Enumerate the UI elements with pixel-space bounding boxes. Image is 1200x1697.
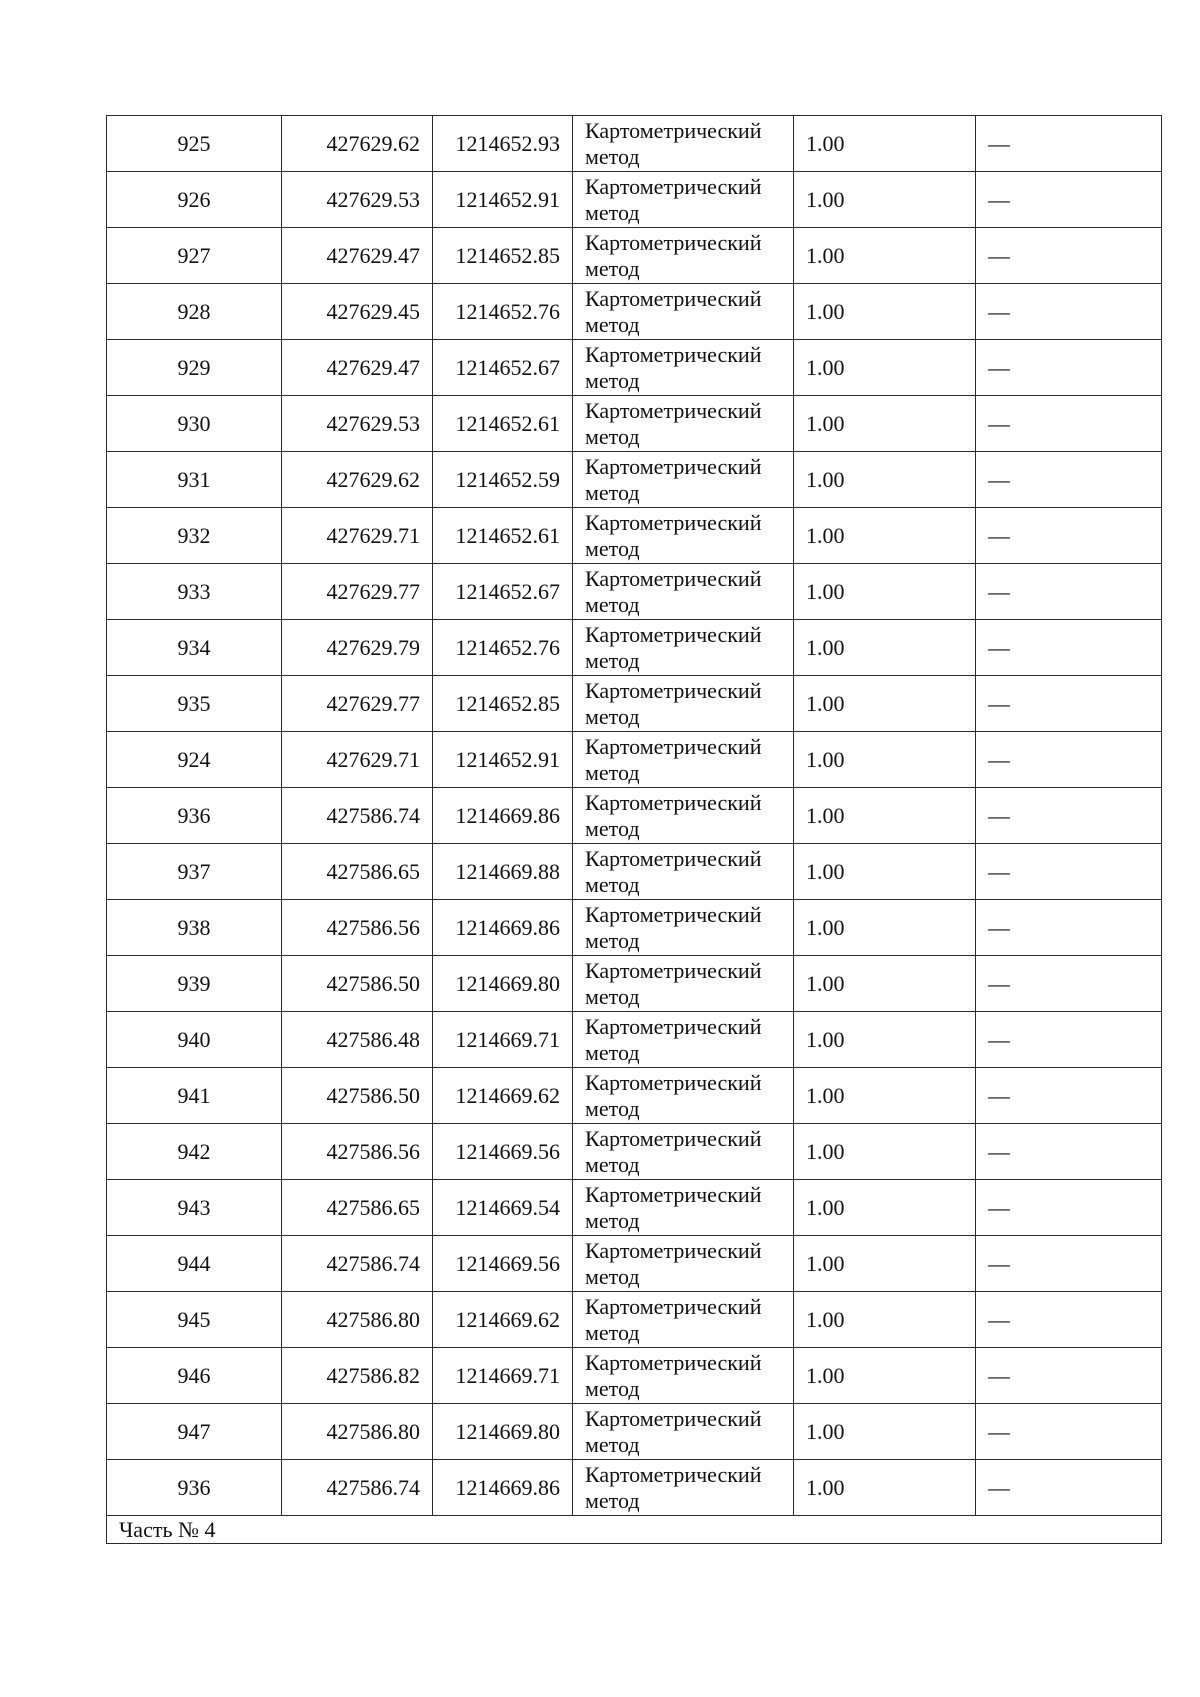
- description-cell: —: [976, 900, 1162, 956]
- table-row: [107, 1124, 1162, 1180]
- accuracy-cell: 1.00: [794, 284, 976, 340]
- table-row: [107, 172, 1162, 228]
- x-coordinate-cell: 427629.79: [282, 620, 433, 676]
- y-coordinate-cell: 1214652.67: [433, 340, 573, 396]
- method-line-1: Картометрический: [585, 1181, 762, 1207]
- description-cell: —: [976, 1292, 1162, 1348]
- method-line-2: метод: [585, 479, 640, 505]
- table-row: [107, 564, 1162, 620]
- y-coordinate-cell: 1214669.54: [433, 1180, 573, 1236]
- method-line-1: Картометрический: [585, 1069, 762, 1095]
- method-cell: [573, 620, 794, 676]
- coordinates-table: [106, 115, 1162, 1544]
- x-coordinate-cell: 427629.47: [282, 340, 433, 396]
- method-cell: [573, 1012, 794, 1068]
- method-line-1: Картометрический: [585, 453, 762, 479]
- point-number-cell: 940: [107, 1012, 282, 1068]
- point-number-cell: 945: [107, 1292, 282, 1348]
- point-number-cell: 926: [107, 172, 282, 228]
- x-coordinate-cell: 427586.74: [282, 788, 433, 844]
- y-coordinate-cell: 1214652.76: [433, 620, 573, 676]
- method-line-1: Картометрический: [585, 845, 762, 871]
- description-cell: —: [976, 1068, 1162, 1124]
- method-cell: [573, 788, 794, 844]
- x-coordinate-cell: 427586.56: [282, 900, 433, 956]
- method-line-2: метод: [585, 1431, 640, 1457]
- accuracy-cell: 1.00: [794, 1404, 976, 1460]
- y-coordinate-cell: 1214669.62: [433, 1068, 573, 1124]
- point-number-cell: 947: [107, 1404, 282, 1460]
- y-coordinate-cell: 1214652.93: [433, 116, 573, 172]
- method-line-2: метод: [585, 199, 640, 225]
- x-coordinate-cell: 427586.74: [282, 1460, 433, 1516]
- method-cell: [573, 844, 794, 900]
- x-coordinate-cell: 427586.50: [282, 956, 433, 1012]
- x-coordinate-cell: 427586.50: [282, 1068, 433, 1124]
- description-cell: —: [976, 564, 1162, 620]
- method-line-1: Картометрический: [585, 229, 762, 255]
- accuracy-cell: 1.00: [794, 1124, 976, 1180]
- part-label: Часть № 4: [107, 1516, 1162, 1544]
- point-number-cell: 932: [107, 508, 282, 564]
- method-line-1: Картометрический: [585, 397, 762, 423]
- description-cell: —: [976, 1180, 1162, 1236]
- x-coordinate-cell: 427586.80: [282, 1404, 433, 1460]
- method-cell: [573, 676, 794, 732]
- y-coordinate-cell: 1214652.67: [433, 564, 573, 620]
- point-number-cell: 931: [107, 452, 282, 508]
- method-line-2: метод: [585, 423, 640, 449]
- method-line-2: метод: [585, 591, 640, 617]
- description-cell: —: [976, 732, 1162, 788]
- table-row: [107, 1068, 1162, 1124]
- table-row: [107, 116, 1162, 172]
- method-line-1: Картометрический: [585, 1013, 762, 1039]
- point-number-cell: 944: [107, 1236, 282, 1292]
- accuracy-cell: 1.00: [794, 844, 976, 900]
- description-cell: —: [976, 1404, 1162, 1460]
- method-line-1: Картометрический: [585, 1405, 762, 1431]
- method-cell: [573, 956, 794, 1012]
- x-coordinate-cell: 427629.62: [282, 116, 433, 172]
- method-line-2: метод: [585, 1375, 640, 1401]
- y-coordinate-cell: 1214669.62: [433, 1292, 573, 1348]
- method-line-1: Картометрический: [585, 1349, 762, 1375]
- table-row: [107, 340, 1162, 396]
- y-coordinate-cell: 1214669.86: [433, 900, 573, 956]
- method-line-1: Картометрический: [585, 677, 762, 703]
- method-line-1: Картометрический: [585, 173, 762, 199]
- x-coordinate-cell: 427629.71: [282, 732, 433, 788]
- method-cell: [573, 396, 794, 452]
- method-line-1: Картометрический: [585, 341, 762, 367]
- accuracy-cell: 1.00: [794, 788, 976, 844]
- method-line-1: Картометрический: [585, 565, 762, 591]
- method-cell: [573, 172, 794, 228]
- point-number-cell: 924: [107, 732, 282, 788]
- method-cell: [573, 1292, 794, 1348]
- accuracy-cell: 1.00: [794, 508, 976, 564]
- y-coordinate-cell: 1214669.71: [433, 1012, 573, 1068]
- table-row: [107, 900, 1162, 956]
- table-row: [107, 620, 1162, 676]
- y-coordinate-cell: 1214652.91: [433, 172, 573, 228]
- point-number-cell: 946: [107, 1348, 282, 1404]
- accuracy-cell: 1.00: [794, 620, 976, 676]
- method-cell: [573, 1236, 794, 1292]
- method-line-1: Картометрический: [585, 901, 762, 927]
- accuracy-cell: 1.00: [794, 900, 976, 956]
- description-cell: —: [976, 508, 1162, 564]
- method-line-2: метод: [585, 1207, 640, 1233]
- accuracy-cell: 1.00: [794, 340, 976, 396]
- table-row: [107, 844, 1162, 900]
- x-coordinate-cell: 427629.53: [282, 172, 433, 228]
- accuracy-cell: 1.00: [794, 172, 976, 228]
- method-line-2: метод: [585, 1487, 640, 1513]
- method-cell: [573, 1404, 794, 1460]
- method-cell: [573, 340, 794, 396]
- method-line-2: метод: [585, 1151, 640, 1177]
- method-line-2: метод: [585, 1095, 640, 1121]
- table-row: [107, 228, 1162, 284]
- point-number-cell: 933: [107, 564, 282, 620]
- method-line-1: Картометрический: [585, 509, 762, 535]
- y-coordinate-cell: 1214669.86: [433, 788, 573, 844]
- y-coordinate-cell: 1214652.85: [433, 228, 573, 284]
- method-line-2: метод: [585, 647, 640, 673]
- y-coordinate-cell: 1214669.56: [433, 1236, 573, 1292]
- method-line-2: метод: [585, 143, 640, 169]
- description-cell: —: [976, 452, 1162, 508]
- accuracy-cell: 1.00: [794, 956, 976, 1012]
- point-number-cell: 936: [107, 1460, 282, 1516]
- method-cell: [573, 900, 794, 956]
- y-coordinate-cell: 1214652.61: [433, 508, 573, 564]
- table-row: [107, 956, 1162, 1012]
- point-number-cell: 938: [107, 900, 282, 956]
- description-cell: —: [976, 1460, 1162, 1516]
- y-coordinate-cell: 1214669.56: [433, 1124, 573, 1180]
- method-line-1: Картометрический: [585, 621, 762, 647]
- y-coordinate-cell: 1214669.80: [433, 956, 573, 1012]
- x-coordinate-cell: 427629.45: [282, 284, 433, 340]
- method-cell: [573, 228, 794, 284]
- accuracy-cell: 1.00: [794, 1068, 976, 1124]
- table-footer-row: [107, 1516, 1162, 1544]
- description-cell: —: [976, 228, 1162, 284]
- document-page: [106, 115, 1161, 1544]
- table-row: [107, 788, 1162, 844]
- y-coordinate-cell: 1214652.61: [433, 396, 573, 452]
- table-row: [107, 1012, 1162, 1068]
- method-line-2: метод: [585, 871, 640, 897]
- description-cell: —: [976, 1012, 1162, 1068]
- y-coordinate-cell: 1214669.71: [433, 1348, 573, 1404]
- method-line-2: метод: [585, 1263, 640, 1289]
- point-number-cell: 928: [107, 284, 282, 340]
- y-coordinate-cell: 1214652.85: [433, 676, 573, 732]
- method-cell: [573, 1124, 794, 1180]
- description-cell: —: [976, 676, 1162, 732]
- y-coordinate-cell: 1214652.91: [433, 732, 573, 788]
- method-line-2: метод: [585, 1319, 640, 1345]
- y-coordinate-cell: 1214652.59: [433, 452, 573, 508]
- method-line-1: Картометрический: [585, 733, 762, 759]
- method-line-2: метод: [585, 1039, 640, 1065]
- x-coordinate-cell: 427629.62: [282, 452, 433, 508]
- point-number-cell: 943: [107, 1180, 282, 1236]
- point-number-cell: 930: [107, 396, 282, 452]
- y-coordinate-cell: 1214652.76: [433, 284, 573, 340]
- method-line-2: метод: [585, 815, 640, 841]
- method-line-1: Картометрический: [585, 1293, 762, 1319]
- description-cell: —: [976, 284, 1162, 340]
- method-line-2: метод: [585, 703, 640, 729]
- x-coordinate-cell: 427586.82: [282, 1348, 433, 1404]
- method-line-1: Картометрический: [585, 789, 762, 815]
- table-row: [107, 1180, 1162, 1236]
- accuracy-cell: 1.00: [794, 1012, 976, 1068]
- method-line-2: метод: [585, 535, 640, 561]
- x-coordinate-cell: 427629.71: [282, 508, 433, 564]
- method-cell: [573, 1068, 794, 1124]
- method-cell: [573, 452, 794, 508]
- description-cell: —: [976, 1236, 1162, 1292]
- x-coordinate-cell: 427586.65: [282, 1180, 433, 1236]
- point-number-cell: 937: [107, 844, 282, 900]
- point-number-cell: 929: [107, 340, 282, 396]
- table-row: [107, 676, 1162, 732]
- table-body: [107, 116, 1162, 1516]
- method-line-1: Картометрический: [585, 1237, 762, 1263]
- method-line-1: Картометрический: [585, 1125, 762, 1151]
- method-cell: [573, 1180, 794, 1236]
- x-coordinate-cell: 427586.65: [282, 844, 433, 900]
- method-line-1: Картометрический: [585, 957, 762, 983]
- point-number-cell: 936: [107, 788, 282, 844]
- x-coordinate-cell: 427629.53: [282, 396, 433, 452]
- description-cell: —: [976, 844, 1162, 900]
- accuracy-cell: 1.00: [794, 564, 976, 620]
- x-coordinate-cell: 427586.48: [282, 1012, 433, 1068]
- table-row: [107, 732, 1162, 788]
- accuracy-cell: 1.00: [794, 396, 976, 452]
- method-line-2: метод: [585, 927, 640, 953]
- method-line-2: метод: [585, 255, 640, 281]
- x-coordinate-cell: 427586.80: [282, 1292, 433, 1348]
- accuracy-cell: 1.00: [794, 1180, 976, 1236]
- table-row: [107, 396, 1162, 452]
- method-cell: [573, 508, 794, 564]
- table-row: [107, 452, 1162, 508]
- point-number-cell: 939: [107, 956, 282, 1012]
- x-coordinate-cell: 427586.56: [282, 1124, 433, 1180]
- method-line-2: метод: [585, 367, 640, 393]
- y-coordinate-cell: 1214669.88: [433, 844, 573, 900]
- table-row: [107, 1292, 1162, 1348]
- method-line-1: Картометрический: [585, 285, 762, 311]
- description-cell: —: [976, 1348, 1162, 1404]
- table-row: [107, 1236, 1162, 1292]
- accuracy-cell: 1.00: [794, 452, 976, 508]
- accuracy-cell: 1.00: [794, 1460, 976, 1516]
- accuracy-cell: 1.00: [794, 1236, 976, 1292]
- method-line-2: метод: [585, 759, 640, 785]
- accuracy-cell: 1.00: [794, 228, 976, 284]
- method-line-1: Картометрический: [585, 1461, 762, 1487]
- method-cell: [573, 564, 794, 620]
- description-cell: —: [976, 788, 1162, 844]
- accuracy-cell: 1.00: [794, 1292, 976, 1348]
- table-row: [107, 508, 1162, 564]
- description-cell: —: [976, 172, 1162, 228]
- point-number-cell: 941: [107, 1068, 282, 1124]
- description-cell: —: [976, 956, 1162, 1012]
- method-cell: [573, 1348, 794, 1404]
- table-row: [107, 1460, 1162, 1516]
- method-line-1: Картометрический: [585, 117, 762, 143]
- description-cell: —: [976, 396, 1162, 452]
- point-number-cell: 942: [107, 1124, 282, 1180]
- x-coordinate-cell: 427629.77: [282, 676, 433, 732]
- x-coordinate-cell: 427629.77: [282, 564, 433, 620]
- accuracy-cell: 1.00: [794, 732, 976, 788]
- method-line-2: метод: [585, 311, 640, 337]
- table-row: [107, 1348, 1162, 1404]
- table-row: [107, 284, 1162, 340]
- accuracy-cell: 1.00: [794, 116, 976, 172]
- accuracy-cell: 1.00: [794, 676, 976, 732]
- method-line-2: метод: [585, 983, 640, 1009]
- x-coordinate-cell: 427586.74: [282, 1236, 433, 1292]
- description-cell: —: [976, 620, 1162, 676]
- point-number-cell: 934: [107, 620, 282, 676]
- method-cell: [573, 1460, 794, 1516]
- point-number-cell: 927: [107, 228, 282, 284]
- x-coordinate-cell: 427629.47: [282, 228, 433, 284]
- method-cell: [573, 116, 794, 172]
- description-cell: —: [976, 116, 1162, 172]
- point-number-cell: 925: [107, 116, 282, 172]
- y-coordinate-cell: 1214669.86: [433, 1460, 573, 1516]
- table-row: [107, 1404, 1162, 1460]
- accuracy-cell: 1.00: [794, 1348, 976, 1404]
- y-coordinate-cell: 1214669.80: [433, 1404, 573, 1460]
- description-cell: —: [976, 1124, 1162, 1180]
- method-cell: [573, 732, 794, 788]
- method-cell: [573, 284, 794, 340]
- description-cell: —: [976, 340, 1162, 396]
- point-number-cell: 935: [107, 676, 282, 732]
